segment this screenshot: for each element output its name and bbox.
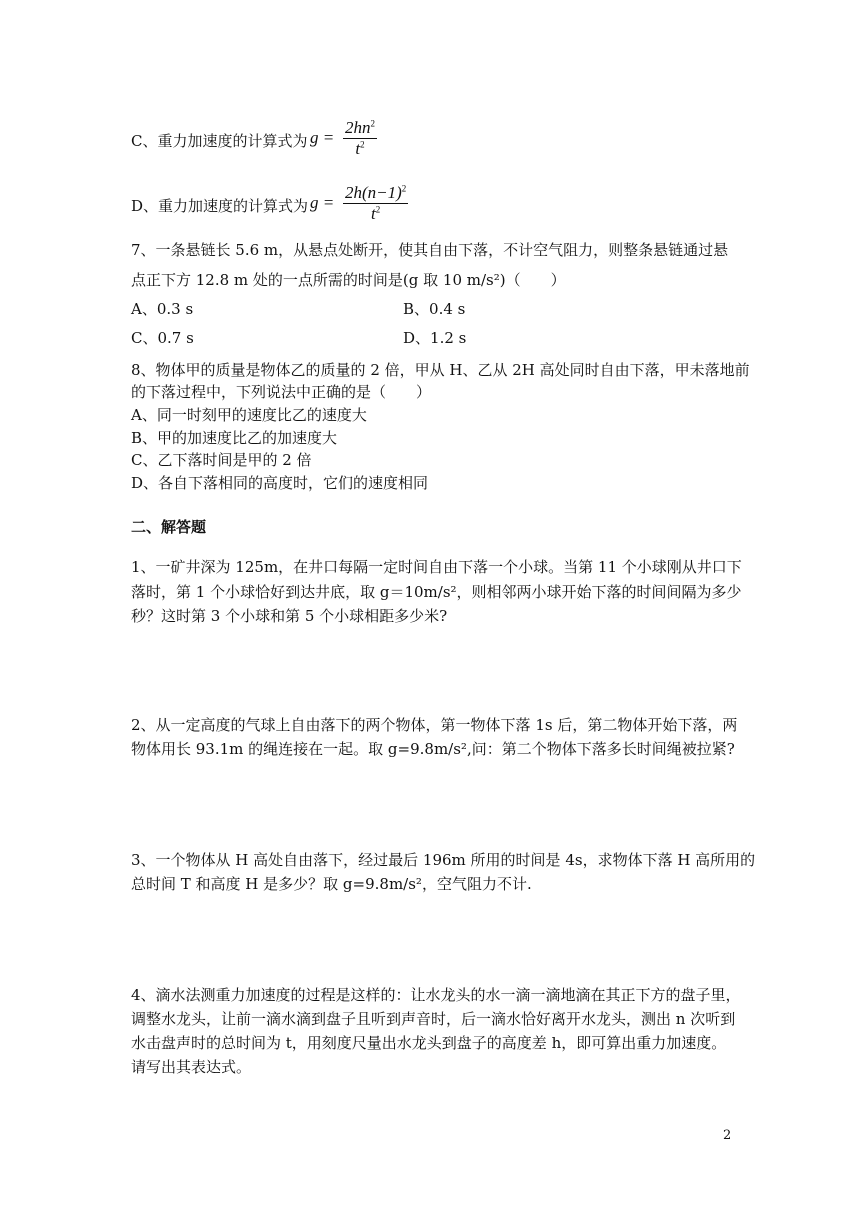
- fraction-c-numerator: 2hn: [345, 118, 371, 137]
- q7-line-1: 7、一条悬链长 5.6 m，从悬点处断开，使其自由下落，不计空气阻力，则整条悬链通过悬: [131, 241, 729, 259]
- p3-line-2: 总时间 T 和高度 H 是多少？取 g=9.8m/s²，空气阻力不计.: [131, 875, 532, 893]
- q8-option-b: B、甲的加速度比乙的加速度大: [131, 429, 338, 447]
- fraction-c: [343, 118, 377, 159]
- page-number: 2: [723, 1128, 732, 1143]
- section-heading: 二、解答题: [131, 518, 207, 536]
- p1-line-3: 秒？这时第 3 个小球和第 5 个小球相距多少米?: [131, 607, 448, 625]
- option-d-label: D、重力加速度的计算式为: [131, 197, 309, 215]
- g-equals: g =: [310, 193, 335, 212]
- p3-line-1: 3、一个物体从 H 高处自由落下，经过最后 196m 所用的时间是 4s，求物体下落 H 高所用的: [131, 851, 756, 869]
- q8-line-2: 的下落过程中，下列说法中正确的是（ ）: [131, 383, 432, 401]
- q7-option-d: D、1.2 s: [403, 329, 467, 347]
- fraction-c-den-exp: 2: [360, 139, 365, 150]
- fraction-d-numerator: 2h(n−1): [345, 183, 402, 202]
- q7-option-b: B、0.4 s: [403, 300, 466, 318]
- p4-line-1: 4、滴水法测重力加速度的过程是这样的：让水龙头的水一滴一滴地滴在其正下方的盘子里，: [131, 986, 741, 1004]
- p1-line-1: 1、一矿井深为 125m，在井口每隔一定时间自由下落一个小球。当第 11 个小球刚从井口下: [131, 558, 742, 576]
- q8-option-a: A、同一时刻甲的速度比乙的速度大: [131, 406, 367, 424]
- p1-line-2: 落时，第 1 个小球恰好到达井底，取 g＝10m/s²，则相邻两小球开始下落的时间间隔为多少: [131, 583, 742, 601]
- fraction-d-denominator: t: [371, 204, 376, 223]
- fraction-d-num-exp: 2: [401, 183, 407, 194]
- fraction-d: [343, 183, 408, 224]
- p2-line-1: 2、从一定高度的气球上自由落下的两个物体，第一物体下落 1s 后，第二物体开始下落，两: [131, 716, 738, 734]
- option-c-label: C、重力加速度的计算式为: [131, 132, 308, 150]
- fraction-c-num-exp: 2: [370, 118, 375, 129]
- g-equals: g =: [310, 128, 335, 147]
- q7-option-c: C、0.7 s: [131, 329, 194, 347]
- p4-line-4: 请写出其表达式。: [131, 1058, 252, 1076]
- p4-line-2: 调整水龙头，让前一滴水滴到盘子且听到声音时，后一滴水恰好离开水龙头，测出 n 次听到: [131, 1010, 736, 1028]
- q8-option-d: D、各自下落相同的高度时，它们的速度相同: [131, 474, 429, 492]
- q7-line-2: 点正下方 12.8 m 处的一点所需的时间是(g 取 10 m/s²)（ ）: [131, 271, 566, 289]
- q7-option-a: A、0.3 s: [131, 300, 194, 318]
- q8-line-1: 8、物体甲的质量是物体乙的质量的 2 倍，甲从 H、乙从 2H 高处同时自由下落，甲未落地前: [131, 361, 750, 379]
- fraction-d-den-exp: 2: [375, 204, 381, 215]
- fraction-c-denominator: t: [355, 139, 361, 158]
- p4-line-3: 水击盘声时的总时间为 t，用刻度尺量出水龙头到盘子的高度差 h，即可算出重力加速度。: [131, 1034, 727, 1052]
- p2-line-2: 物体用长 93.1m 的绳连接在一起。取 g=9.8m/s²,问：第二个物体下落多长时间绳被拉紧?: [131, 740, 735, 758]
- q8-option-c: C、乙下落时间是甲的 2 倍: [131, 451, 312, 469]
